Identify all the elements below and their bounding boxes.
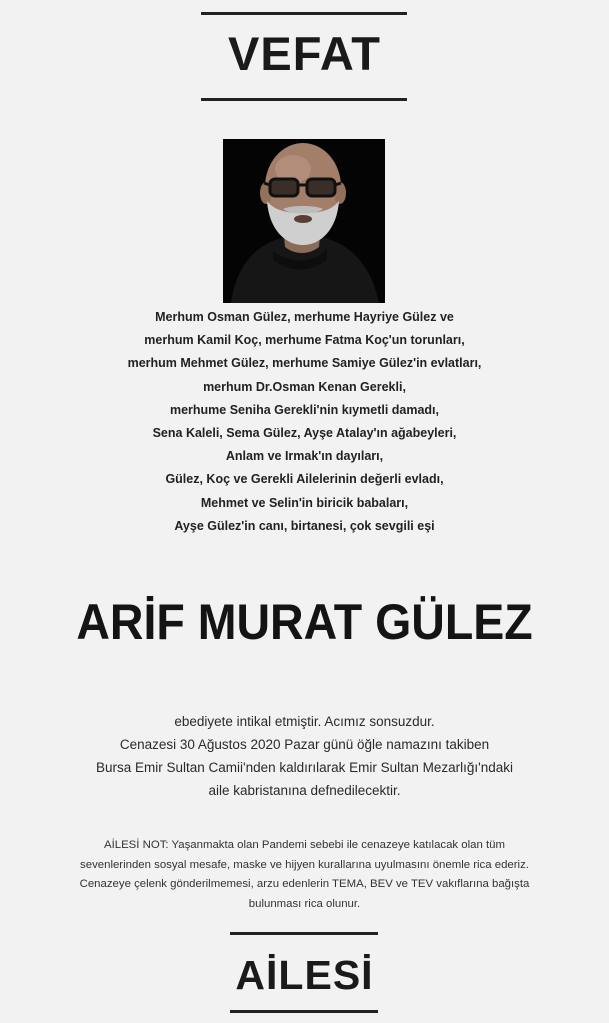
funeral-text [40, 710, 569, 802]
family-signature: AİLESİ [235, 952, 374, 998]
portrait-image [223, 139, 385, 303]
funeral-line: aile kabristanına defnedilecektir. [208, 783, 401, 798]
deceased-name: ARİF MURAT GÜLEZ [76, 594, 533, 650]
page-title: VEFAT [228, 27, 381, 80]
note-line: AİLESİ NOT: Yaşanmakta olan Pandemi sebebi ile cenazeye katılacak olan tüm [103, 839, 505, 851]
relatives-line: Ayşe Gülez'in canı, birtanesi, çok sevgili eşi [174, 518, 435, 533]
relatives-text [60, 306, 549, 538]
top-rule-upper [201, 12, 407, 15]
funeral-line: Cenazesi 30 Ağustos 2020 Pazar günü öğle namazını takiben [119, 737, 490, 752]
relatives-line: merhume Seniha Gerekli'nin kıymetli damadı, [169, 402, 440, 417]
relatives-line: merhum Kamil Koç, merhume Fatma Koç'un torunları, [144, 333, 465, 348]
relatives-line: merhum Dr.Osman Kenan Gerekli, [203, 379, 406, 394]
note-line: sevenlerinden sosyal mesafe, maske ve hijyen kurallarına uyulmasını önemle rica ederiz. [80, 858, 529, 871]
bottom-rule-lower [230, 1010, 378, 1013]
family-note [20, 836, 589, 914]
relatives-line: Merhum Osman Gülez, merhume Hayriye Gülez ve [155, 310, 454, 324]
funeral-line: ebediyete intikal etmiştir. Acımız sonsuzdur. [174, 714, 435, 729]
relatives-line: Sena Kaleli, Sema Gülez, Ayşe Atalay'ın ağabeyleri, [152, 426, 457, 441]
relatives-line: Anlam ve Irmak'ın dayıları, [225, 449, 384, 464]
top-rule-lower [201, 98, 407, 101]
deceased-photo [223, 139, 385, 303]
bottom-rule-upper [230, 932, 378, 935]
note-line: bulunması rica olunur. [248, 897, 361, 910]
relatives-line: Mehmet ve Selin'in biricik babaları, [200, 495, 409, 510]
note-line: Cenazeye çelenk gönderilmemesi, arzu edenlerin TEMA, BEV ve TEV vakıflarına bağışta [79, 878, 530, 891]
relatives-line: Gülez, Koç ve Gerekli Ailelerinin değerli evladı, [165, 472, 444, 487]
funeral-line: Bursa Emir Sultan Camii'nden kaldırılarak Emir Sultan Mezarlığı'ndaki [95, 760, 514, 775]
relatives-line: merhum Mehmet Gülez, merhume Samiye Gülez'in evlatları, [127, 356, 482, 371]
